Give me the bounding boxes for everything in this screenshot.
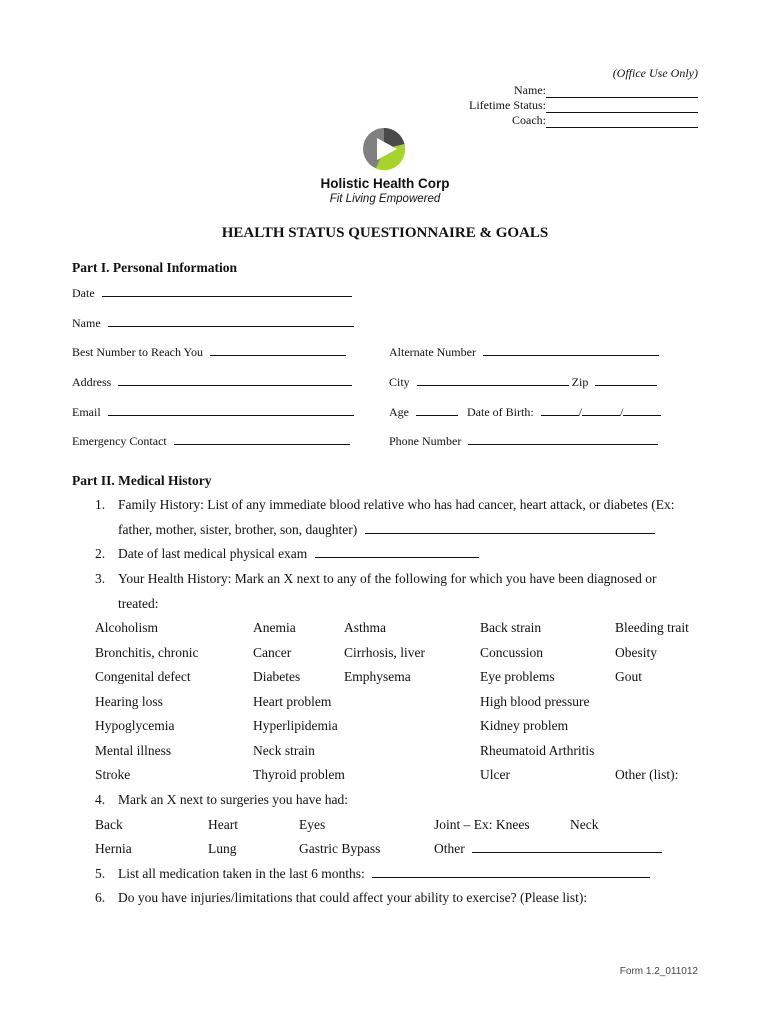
- family-history-field[interactable]: [365, 522, 655, 534]
- date-row: [72, 285, 352, 301]
- phone-label: Phone Number: [389, 434, 462, 448]
- address-field[interactable]: [118, 374, 352, 386]
- q1-text-cont: father, mother, sister, brother, son, daughter): [118, 522, 358, 537]
- surgery-item[interactable]: Heart: [208, 817, 238, 832]
- office-use-note: (Office Use Only): [612, 66, 698, 80]
- city-zip-row: [389, 374, 657, 390]
- alternate-number-field[interactable]: [483, 344, 659, 356]
- q1-number: 1.: [95, 497, 106, 512]
- condition-item[interactable]: Gout: [615, 669, 642, 684]
- condition-item[interactable]: Other (list):: [615, 767, 679, 782]
- company-logo-icon: [362, 127, 406, 171]
- alternate-number-label: Alternate Number: [389, 345, 476, 359]
- date-label: Date: [72, 286, 95, 300]
- q5-text: List all medication taken in the last 6 months:: [118, 866, 365, 881]
- dob-year-field[interactable]: [623, 404, 661, 416]
- condition-item[interactable]: Mental illness: [95, 743, 172, 758]
- condition-item[interactable]: Cancer: [253, 645, 292, 660]
- condition-item[interactable]: Congenital defect: [95, 669, 191, 684]
- q1-text: Family History: List of any immediate blood relative who has had cancer, heart attack, or diabetes (Ex:: [118, 497, 675, 512]
- condition-item[interactable]: Alcoholism: [95, 620, 158, 635]
- condition-item[interactable]: Hypoglycemia: [95, 718, 175, 733]
- surgery-item[interactable]: Eyes: [299, 817, 326, 832]
- medication-field[interactable]: [372, 866, 650, 878]
- emergency-row: [72, 433, 350, 449]
- date-field[interactable]: [102, 285, 352, 297]
- email-label: Email: [72, 405, 101, 419]
- surgery-item[interactable]: Back: [95, 817, 123, 832]
- surgery-item[interactable]: Gastric Bypass: [299, 841, 381, 856]
- q5-number: 5.: [95, 866, 106, 881]
- condition-item[interactable]: Asthma: [344, 620, 386, 635]
- office-coach-field[interactable]: [546, 115, 698, 128]
- condition-item[interactable]: Ulcer: [480, 767, 510, 782]
- company-name: Holistic Health Corp: [320, 176, 450, 191]
- office-coach-label: Coach:: [512, 113, 546, 127]
- condition-item[interactable]: Back strain: [480, 620, 542, 635]
- city-field[interactable]: [417, 374, 569, 386]
- name-row: [72, 315, 354, 331]
- physical-exam-date-field[interactable]: [315, 546, 479, 558]
- condition-item[interactable]: Concussion: [480, 645, 544, 660]
- surgery-other-field[interactable]: [472, 841, 662, 853]
- city-label: City: [389, 375, 410, 389]
- office-use-block: [469, 66, 698, 128]
- phone-field[interactable]: [468, 433, 658, 445]
- q3-text-cont: treated:: [118, 596, 159, 611]
- condition-item[interactable]: Hyperlipidemia: [253, 718, 338, 733]
- email-row: [72, 404, 354, 420]
- q2-number: 2.: [95, 546, 106, 561]
- phone-row: [389, 433, 658, 449]
- dob-day-field[interactable]: [582, 404, 620, 416]
- condition-item[interactable]: Thyroid problem: [253, 767, 345, 782]
- condition-item[interactable]: Neck strain: [253, 743, 315, 758]
- email-field[interactable]: [108, 404, 354, 416]
- best-number-label: Best Number to Reach You: [72, 345, 203, 359]
- condition-item[interactable]: Bleeding trait: [615, 620, 689, 635]
- q1-row2: [118, 522, 655, 538]
- alternate-number-row: [389, 344, 659, 360]
- part2-heading: Part II. Medical History: [72, 473, 212, 488]
- zip-label: Zip: [571, 375, 589, 389]
- condition-item[interactable]: Eye problems: [480, 669, 555, 684]
- surgery-item[interactable]: Lung: [208, 841, 237, 856]
- q3-text: Your Health History: Mark an X next to any of the following for which you have been diagnosed or: [118, 571, 657, 586]
- condition-item[interactable]: Hearing loss: [95, 694, 163, 709]
- condition-item[interactable]: High blood pressure: [480, 694, 590, 709]
- zip-field[interactable]: [595, 374, 657, 386]
- name-field[interactable]: [108, 315, 354, 327]
- office-lifetime-label: Lifetime Status:: [469, 98, 546, 112]
- dob-month-field[interactable]: [541, 404, 579, 416]
- q4-number: 4.: [95, 792, 106, 807]
- best-number-row: [72, 344, 346, 360]
- condition-item[interactable]: Obesity: [615, 645, 657, 660]
- condition-item[interactable]: Heart problem: [253, 694, 332, 709]
- best-number-field[interactable]: [210, 344, 346, 356]
- office-lifetime-field[interactable]: [546, 100, 698, 113]
- company-tagline: Fit Living Empowered: [329, 193, 441, 205]
- name-label: Name: [72, 316, 101, 330]
- surgery-item[interactable]: Neck: [570, 817, 599, 832]
- form-number: Form 1.2_011012: [619, 966, 698, 977]
- condition-item[interactable]: Anemia: [253, 620, 296, 635]
- address-row: [72, 374, 352, 390]
- condition-item[interactable]: Kidney problem: [480, 718, 569, 733]
- condition-item[interactable]: Diabetes: [253, 669, 301, 684]
- page-title: HEALTH STATUS QUESTIONNAIRE & GOALS: [221, 225, 549, 241]
- condition-item[interactable]: Rheumatoid Arthritis: [480, 743, 595, 758]
- q3-number: 3.: [95, 571, 106, 586]
- emergency-label: Emergency Contact: [72, 434, 167, 448]
- dob-label: Date of Birth:: [467, 405, 534, 419]
- condition-item[interactable]: Stroke: [95, 767, 131, 782]
- surgery-item[interactable]: Hernia: [95, 841, 132, 856]
- part1-heading: Part I. Personal Information: [72, 260, 237, 275]
- q5-row: [118, 866, 650, 882]
- surgery-other-row: [434, 841, 662, 857]
- q2-row: [118, 546, 479, 562]
- age-dob-row: Age Date of Birth: / /: [389, 404, 661, 420]
- condition-item[interactable]: Cirrhosis, liver: [344, 645, 425, 660]
- condition-item[interactable]: Bronchitis, chronic: [95, 645, 199, 660]
- address-label: Address: [72, 375, 112, 389]
- q6-number: 6.: [95, 890, 106, 905]
- age-field[interactable]: [416, 404, 458, 416]
- q6-text: Do you have injuries/limitations that could affect your ability to exercise? (Please list):: [118, 890, 588, 905]
- surgery-item[interactable]: Joint – Ex: Knees: [434, 817, 530, 832]
- office-name-label: Name:: [514, 83, 546, 97]
- condition-item[interactable]: Emphysema: [344, 669, 411, 684]
- q4-text: Mark an X next to surgeries you have had:: [118, 792, 348, 807]
- office-name-field[interactable]: [546, 85, 698, 98]
- q2-text: Date of last medical physical exam: [118, 546, 308, 561]
- emergency-field[interactable]: [174, 433, 350, 445]
- age-label: Age: [389, 405, 409, 419]
- surgery-item[interactable]: Other: [434, 841, 465, 856]
